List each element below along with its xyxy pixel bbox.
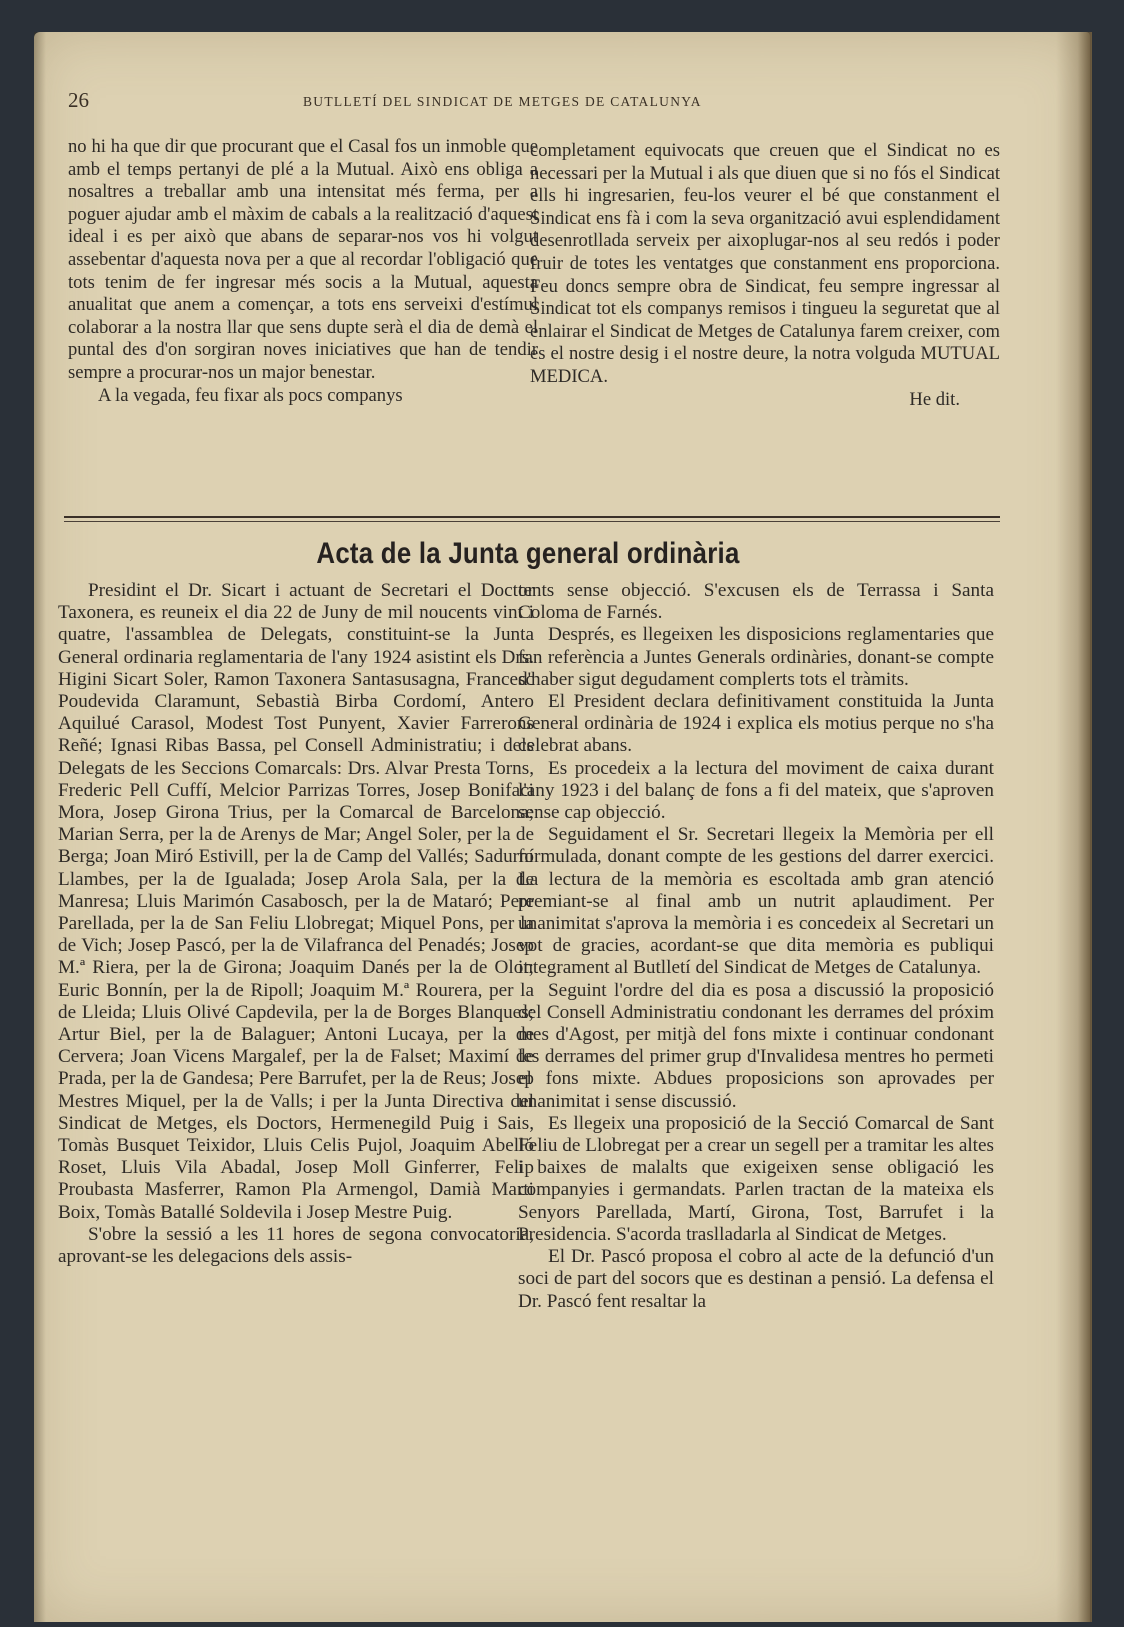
page-header [68,88,988,118]
article-paragraph: El Dr. Pascó proposa el cobro al acte de la defunció d'un soci de part del socors que es destinan a pensió. La defensa el Dr. Pascó fent resaltar la [518,1246,994,1312]
top-right-paragraph: completament equivocats que creuen que el Sindicat no es necessari per la Mutual i als que diuen que si no fós el Sindicat ells hi ingresarien, feu-los veurer el bé que constanment el Sindicat ens fà i com la seva organització avui esplendidament desenrotllada serveix per aixoplugar-nos al seu redós i poder fruir de totes les ventatges que constanment ens proporciona. Feu doncs sempre obra de Sindicat, feu sempre ingressar al Sindicat tot els companys remisos i tingueu la seguretat que al enlairar el Sindicat de Metges de Catalunya farem creixer, com es el nostre desig i el nostre deure, la notra volguda MUTUAL MEDICA. [530,140,1000,387]
article-paragraph: Seguidament el Sr. Secretari llegeix la Memòria per ell formulada, donant compte de les gestions del darrer exercici. La lectura de la memòria es escoltada amb gran atenció premiant-se al final amb un nutrit aplaudiment. Per unanimitat s'aprova la memòria i es concedeix al Secretari un vot de gracies, acordant-se que dita memòria es publiqui integrament al Butlletí del Sindicat de Metges de Catalunya. [518,824,994,979]
article-left-column [58,580,534,1268]
top-left-column [68,136,538,407]
article-paragraph: El President declara definitivament constituida la Junta General ordinària de 1924 i explica els motius perque no s'ha celebrat abans. [518,691,994,757]
top-left-paragraph-continued: A la vegada, feu fixar als pocs companys [98,384,403,406]
article-paragraph: S'obre la sessió a les 11 hores de segona convocatoria, aprovant-se les delegacions dels assis- [58,1223,534,1268]
article-right-column [518,580,994,1313]
article-paragraph: Seguint l'ordre del dia es posa a discussió la proposició del Consell Administratiu condonant les derrames del próxim mes d'Agost, per mitjà del fons mixte i continuar condonant les derrames del primer grup d'Invalidesa mentres ho permeti el fons mixte. Abdues proposicions son aprovades per unanimitat i sense discussió. [518,979,994,1112]
top-right-column [530,140,1000,411]
article-paragraph: Després, es llegeixen les disposicions reglamentaries que fan referència a Juntes Generals ordinàries, donant-se compte d'haber sigut degudament complerts tots el tràmits. [518,624,994,690]
page-edge-shadow [34,32,46,1622]
top-left-paragraph: no hi ha que dir que procurant que el Casal fos un inmoble que amb el temps pertanyi de plé a la Mutual. Això ens obliga a nosaltres a treballar amb una intensitat més ferma, per a poguer ajudar amb el màxim de cabals a la realització d'aquest ideal i es per això que abans de separar-nos vos hi volgut assebentar d'aquesta nova per a que al recordar l'obligació que tots tenim de fer ingresar més socis a la Mutual, aquesta anualitat que anem a començar, a tots ens serveixi d'estímul colaborar a la nostra llar que sens dupte serà el dia de demà el puntal des d'on sorgiran noves iniciatives que han de tendir sempre a procurar-nos un major benestar. [68,136,538,383]
page-number: 26 [68,88,89,112]
section-divider-thin [64,521,1000,522]
article-paragraph: Es llegeix una proposició de la Secció Comarcal de Sant Feliu de Llobregat per a crear un segell per a tramitar les altes i baixes de malalts que exigeixen sense obligació les companyies i germandats. Parlen tractan de la mateixa els Senyors Parellada, Martí, Girona, Tost, Barrufet i la Presidencia. S'acorda traslladarla al Sindicat de Metges. [518,1112,994,1245]
article-paragraph: Presidint el Dr. Sicart i actuant de Secretari el Doctor Taxonera, es reuneix el dia 22 de Juny de mil noucents vint i quatre, l'assamblea de Delegats, constituint-se la Junta General ordinaria reglamentaria de l'any 1924 asistint els Drs. Higini Sicart Soler, Ramon Taxonera Santasusagna, Francesc Poudevida Claramunt, Sebastià Birba Cordomí, Antero Aquilué Carasol, Modest Tost Punyent, Xavier Farrerons Reñé; Ignasi Ribas Bassa, pel Consell Administratiu; i dels Delegats de les Seccions Comarcals: Drs. Alvar Presta Torns, Frederic Pell Cuffí, Melcior Parrizas Torres, Josep Bonifaci Mora, Josep Girona Trius, per la Comarcal de Barcelona; Marian Serra, per la de Arenys de Mar; Angel Soler, per la de Berga; Joan Miró Estivill, per la de Camp del Vallés; Sadurní Llambes, per la de Igualada; Josep Arola Sala, per la de Manresa; Lluis Marimón Casabosch, per la de Mataró; Pere Parellada, per la de San Feliu Llobregat; Miquel Pons, per la de Vich; Josep Pascó, per la de Vilafranca del Penadés; Josep M.ª Riera, per la de Girona; Joaquim Danés per la de Olot; Euric Bonnín, per la de Ripoll; Joaquim M.ª Rourera, per la de Lleida; Lluis Olivé Capdevila, per la de Borges Blanques; Artur Biel, per la de Balaguer; Antoni Lucaya, per la de Cervera; Joan Vicens Margalef, per la de Falset; Maximí de Prada, per la de Gandesa; Pere Barrufet, per la de Reus; Josep Mestres Miquel, per la de Valls; i per la Junta Directiva del Sindicat de Metges, els Doctors, Hermenegild Puig i Sais, Tomàs Busquet Teixidor, Lluis Celis Pujol, Joaquim Abelló Roset, Lluis Vila Abadal, Josep Moll Ginferrer, Felip Proubasta Masferrer, Ramon Pla Armengol, Damià Marti Boix, Tomàs Batallé Soldevila i Josep Mestre Puig. [58,580,534,1223]
article-paragraph: tents sense objecció. S'excusen els de Terrassa i Santa Coloma de Farnés. [518,580,994,624]
running-title: BUTLLETÍ DEL SINDICAT DE METGES DE CATALUNYA [303,94,702,109]
book-gutter [1056,32,1092,1622]
section-divider [64,516,1000,518]
signature: He dit. [909,388,960,410]
article-paragraph: Es procedeix a la lectura del moviment de caixa durant l'any 1923 i del balanç de fons a fi del mateix, que s'aproven sense cap objecció. [518,757,994,824]
article-title: Acta de la Junta general ordinària [316,537,740,570]
